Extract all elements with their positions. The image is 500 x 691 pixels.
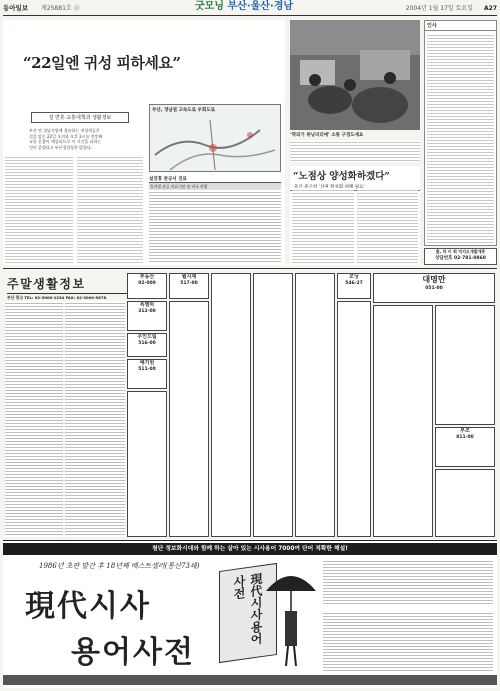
ad-cell	[127, 333, 167, 357]
ad-cell-phone: 02-000	[138, 281, 156, 286]
ad-cell-block	[295, 273, 335, 537]
article-main	[3, 20, 285, 265]
article-headline: “22일엔 귀성 피하세요”	[23, 54, 181, 72]
ad-cell-title: 특별하	[139, 302, 155, 308]
page-header	[3, 2, 497, 16]
book-advertisement	[3, 540, 497, 688]
clinic-table	[149, 190, 281, 263]
contact-phone: 상담번호 02-781-0860	[435, 256, 486, 261]
market-scene-photo	[290, 20, 420, 130]
deck-line: 것이 좋겠다고 부산경찰청은 밝혔다.	[29, 144, 93, 150]
ad-cell-block	[169, 301, 209, 537]
book-ad-footer	[3, 675, 497, 685]
deck-line: 교통 혼잡이 예상되므로 이 시간을 피하는	[29, 139, 102, 145]
ad-cell-phone: 546-27	[345, 281, 363, 286]
ad-cell-title: 대명만	[422, 275, 446, 284]
ad-cell	[127, 301, 167, 331]
book-info	[323, 611, 493, 671]
ad-cell-block	[373, 305, 433, 537]
ad-cell-title: 부동산	[139, 274, 155, 280]
classified-contact: 부산 광고 TEL: 02-3000-1234 FAX: 02-3000-5678	[7, 293, 127, 301]
book-ad-tagline: 첨단 정보화시대와 함께 하는 살아 있는 시사용어 7000여 단어 적확한 해설!	[3, 543, 497, 555]
book-spine-text: 現代시사용어사전	[232, 571, 263, 646]
ad-cell	[337, 273, 371, 299]
ad-cell-phone: 811-00	[456, 435, 474, 440]
photo-caption-text	[290, 140, 420, 162]
deck-line: 부산 및 경남지방에 경유하는 귀성객들은	[29, 128, 100, 133]
news-photo	[290, 20, 420, 130]
ad-cell-block	[435, 305, 495, 425]
ad-cell	[435, 427, 495, 467]
ad-cell	[169, 273, 209, 299]
ad-cell-block	[435, 469, 495, 537]
page-number: A27	[484, 5, 497, 12]
publication-name: 동아일보	[3, 4, 29, 12]
ad-cell-phone: 516-00	[138, 341, 156, 346]
book-features	[323, 559, 493, 605]
ad-cell-phone: 051-00	[425, 286, 443, 291]
contact-box	[424, 248, 497, 265]
personnel-column	[424, 20, 497, 246]
photo-caption: ‘막의기 위닝리더에’ 소통 구경도세요	[290, 133, 364, 138]
ad-cell-phone: 312-00	[138, 309, 156, 314]
ad-cell-title: 부조	[460, 428, 470, 434]
ad-cell	[127, 359, 167, 389]
issue-date: 2004년 1월 17일 토요일	[405, 5, 473, 12]
ad-cell-title: 예기원	[139, 360, 155, 366]
ad-cell-phone: 517-00	[180, 281, 198, 286]
book-title-line1: 現代시사	[25, 589, 151, 624]
article-deck	[29, 128, 133, 150]
article2-col2	[357, 188, 418, 263]
highway-map	[149, 104, 281, 172]
ad-cell-block	[211, 273, 251, 537]
article-street-vendors	[290, 166, 420, 265]
book-ad-sub: 1986년 초판 발간 후 18년째 베스트셀러(통산73쇄)	[39, 562, 200, 570]
book-title-line2: 용어사전	[71, 635, 195, 670]
contact-name: 출, 하 이 회 억지도개발개층	[435, 249, 486, 254]
personnel-label: 인사	[425, 21, 496, 31]
ad-cell-block	[253, 273, 293, 537]
classified-title: 주말생활정보	[7, 277, 86, 291]
body-text-col1	[5, 155, 73, 263]
table-header: 일자별 관공 의료기관 및 약국 현황	[149, 183, 281, 191]
ad-listings-col1	[5, 301, 63, 537]
body-text-col2	[77, 155, 143, 263]
ad-cell-block	[337, 301, 371, 537]
ad-cell-block	[127, 391, 167, 537]
table-title: 설연휴 관공서 진료	[149, 176, 281, 183]
ad-cell-phone: 511-00	[138, 367, 156, 372]
map-graphic	[150, 115, 280, 173]
deck-line: 설을 앞둔 22일 오전과 오후 2시를 전후해	[29, 133, 103, 139]
article2-headline: “노점상 양성화하겠다”	[293, 171, 390, 182]
article2-col1	[292, 188, 354, 263]
ad-cell	[127, 273, 167, 299]
ad-cell-title: 월시재	[181, 274, 197, 280]
umbrella-figure-icon	[261, 561, 321, 671]
article-subhead: 설 연휴 교통대책과 생활정보	[31, 112, 129, 123]
ad-listings-col2	[65, 301, 125, 537]
classified-section	[3, 268, 497, 538]
section-logo-right: 부산·울산·경남	[227, 1, 294, 12]
ad-cell-title: 모닝	[349, 274, 359, 280]
ad-cell-title: 우인드림	[137, 334, 157, 340]
personnel-list	[427, 33, 494, 245]
map-title: 부산, 경남권 고속도로 우회도로	[152, 108, 215, 113]
section-logo	[195, 0, 293, 13]
ad-cell-feature	[373, 273, 495, 303]
issue-number: 제25881호 ⓓ	[41, 5, 80, 12]
section-logo-left: 굿모닝	[195, 1, 224, 12]
